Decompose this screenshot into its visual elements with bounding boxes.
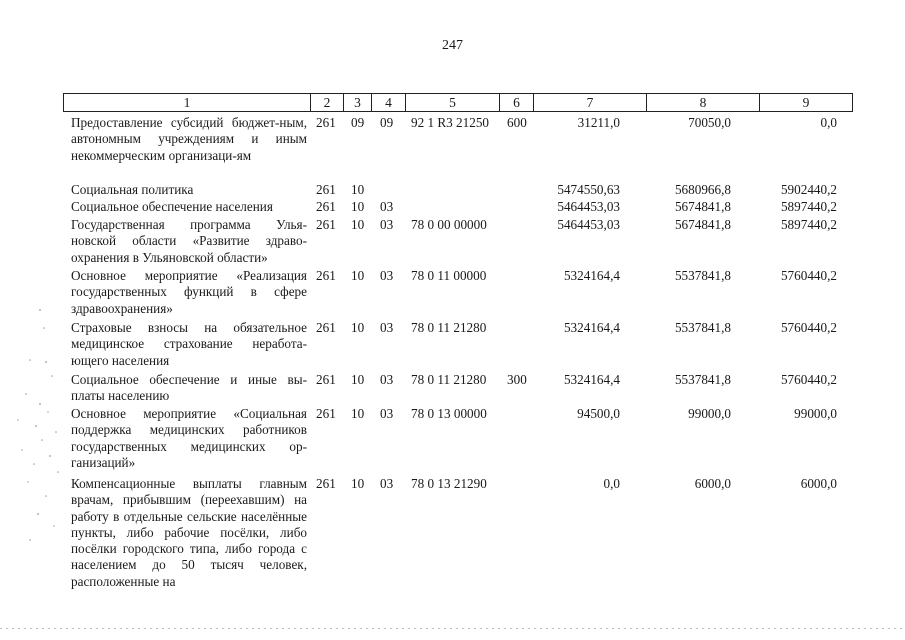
cell-col-5: 78 0 00 00000: [411, 217, 487, 232]
cell-col-2: 261: [316, 476, 336, 491]
cell-col-3: 10: [351, 268, 365, 283]
cell-col-3: 10: [351, 199, 365, 214]
cell-col-2: 261: [316, 199, 336, 214]
cell-col-9: 5760440,2: [780, 268, 837, 283]
cell-col-3: 09: [351, 115, 365, 130]
cell-col-7: 5324164,4: [563, 320, 620, 335]
row-name: Основное мероприятие «Социальная поддержка медицинских работников государственных медицинских ор-ганизаций»: [71, 406, 307, 470]
cell-col-5: 78 0 13 21290: [411, 476, 487, 491]
cell-col-3: 10: [351, 406, 365, 421]
cell-col-8: 5680966,8: [674, 182, 731, 197]
row-name: Социальное обеспечение населения: [71, 199, 273, 214]
cell-col-4: 03: [380, 476, 394, 491]
cell-col-7: 5324164,4: [563, 372, 620, 387]
cell-col-2: 261: [316, 182, 336, 197]
row-name: Государственная программа Улья-новской области «Развитие здраво-охранения в Ульяновской области»: [71, 217, 307, 265]
row-name: Предоставление субсидий бюджет-ным, автономным учреждениям и иным некоммерческим организаци-ям: [71, 115, 307, 163]
cell-col-8: 5674841,8: [674, 217, 731, 232]
cell-col-8: 99000,0: [688, 406, 731, 421]
page-number: 247: [442, 38, 463, 53]
cell-col-4: 09: [380, 115, 394, 130]
cell-col-3: 10: [351, 217, 365, 232]
cell-col-2: 261: [316, 320, 336, 335]
cell-col-4: 03: [380, 217, 394, 232]
row-name: Социальное обеспечение и иные вы-платы населению: [71, 372, 307, 404]
cell-col-9: 0,0: [820, 115, 837, 130]
cell-col-9: 5897440,2: [780, 217, 837, 232]
row-name: Компенсационные выплаты главным врачам, прибывшим (переехавшим) на работу в отдельные сельские населённые пункты, либо рабочие посёлки, либо посёлки городского типа, либо города с населением до 50 тысяч человек, расположенные на: [71, 476, 307, 589]
cell-col-9: 6000,0: [800, 476, 837, 491]
cell-col-4: 03: [380, 406, 394, 421]
cell-col-4: 03: [380, 199, 394, 214]
cell-col-5: 92 1 R3 21250: [411, 115, 490, 130]
row-name: Социальная политика: [71, 182, 194, 197]
cell-col-2: 261: [316, 406, 336, 421]
bottom-edge-line: [0, 628, 905, 629]
cell-col-4: 03: [380, 268, 394, 283]
cell-col-7: 5464453,03: [557, 217, 620, 232]
cell-col-9: 5760440,2: [780, 320, 837, 335]
cell-col-9: 99000,0: [794, 406, 837, 421]
cell-col-4: 03: [380, 372, 394, 387]
cell-col-2: 261: [316, 217, 336, 232]
cell-col-4: 03: [380, 320, 394, 335]
cell-col-8: 5674841,8: [674, 199, 731, 214]
cell-col-2: 261: [316, 268, 336, 283]
cell-col-7: 94500,0: [577, 406, 620, 421]
cell-col-8: 5537841,8: [674, 320, 731, 335]
header-col-1: 1: [64, 94, 311, 111]
cell-col-7: 0,0: [603, 476, 620, 491]
table-header-row: [63, 93, 853, 112]
cell-col-7: 31211,0: [577, 115, 620, 130]
cell-col-3: 10: [351, 320, 365, 335]
cell-col-9: 5902440,2: [780, 182, 837, 197]
header-col-4: 4: [372, 94, 406, 111]
cell-col-9: 5760440,2: [780, 372, 837, 387]
cell-col-3: 10: [351, 182, 365, 197]
header-col-9: 9: [802, 95, 810, 110]
header-col-3: 3: [344, 94, 372, 111]
cell-col-7: 5464453,03: [557, 199, 620, 214]
cell-col-9: 5897440,2: [780, 199, 837, 214]
cell-col-5: 78 0 13 00000: [411, 406, 487, 421]
cell-col-5: 78 0 11 21280: [411, 372, 487, 387]
cell-col-5: 78 0 11 21280: [411, 320, 487, 335]
cell-col-6: 300: [507, 372, 527, 387]
cell-col-8: 5537841,8: [674, 268, 731, 283]
header-col-6: 6: [500, 94, 534, 111]
cell-col-7: 5324164,4: [563, 268, 620, 283]
cell-col-6: 600: [507, 115, 527, 130]
cell-col-7: 5474550,63: [557, 182, 620, 197]
header-col-8: 8: [647, 94, 760, 111]
header-col-5: 5: [406, 94, 500, 111]
cell-col-8: 6000,0: [694, 476, 731, 491]
cell-col-2: 261: [316, 115, 336, 130]
cell-col-8: 5537841,8: [674, 372, 731, 387]
row-name: Основное мероприятие «Реализация государственных функций в сфере здравоохранения»: [71, 268, 307, 316]
cell-col-5: 78 0 11 00000: [411, 268, 487, 283]
header-col-2: 2: [311, 94, 344, 111]
cell-col-3: 10: [351, 372, 365, 387]
row-name: Страховые взносы на обязательное медицинское страхование неработа-ющего населения: [71, 320, 307, 368]
scan-specks: [0, 300, 70, 560]
cell-col-3: 10: [351, 476, 365, 491]
cell-col-2: 261: [316, 372, 336, 387]
cell-col-8: 70050,0: [688, 115, 731, 130]
header-col-7: 7: [534, 94, 647, 111]
